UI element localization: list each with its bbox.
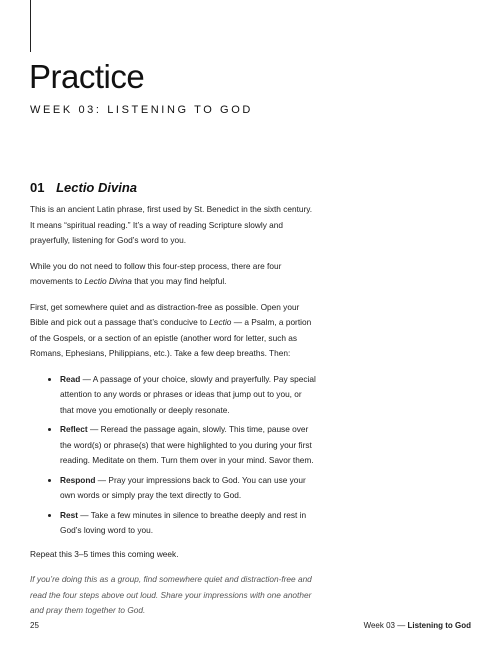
instructions-text-a: First, get somewhere quiet and as distraction-free as possible. Open your Bible and pick out a passage that’s conducive to bbox=[30, 301, 300, 327]
movements-italic: Lectio Divina bbox=[84, 276, 132, 286]
step-text: — A passage of your choice, slowly and prayerfully. Pay special attention to any words or phrases or ideas that jump out to you, or that move you emotionally or deeply resonate. bbox=[60, 373, 316, 415]
section-number: 01 bbox=[30, 180, 45, 195]
movements-paragraph bbox=[30, 259, 316, 290]
repeat-paragraph: Repeat this 3–5 times this coming week. bbox=[30, 548, 179, 559]
footer-week-title: Listening to God bbox=[407, 621, 471, 630]
list-item bbox=[60, 473, 316, 504]
movements-text-b: that you may find helpful. bbox=[131, 276, 227, 286]
page-subtitle: WEEK 03: LISTENING TO GOD bbox=[30, 104, 253, 116]
intro-paragraph: This is an ancient Latin phrase, first used by St. Benedict in the sixth century. It means “spiritual reading.” It’s a way of reading Scripture slowly and prayerfully, listening for God’s word to you. bbox=[30, 204, 313, 245]
list-item bbox=[60, 508, 316, 539]
section-heading bbox=[30, 180, 137, 195]
section-name: Lectio Divina bbox=[56, 180, 138, 195]
movements-text-a: While you do not need to follow this four-step process, there are four movements to bbox=[30, 260, 282, 286]
step-text: — Take a few minutes in silence to breathe deeply and rest in God’s loving word to you. bbox=[60, 509, 307, 535]
running-footer bbox=[364, 621, 471, 630]
instructions-text-b: — a Psalm, a portion of the Gospels, or a section of an epistle (another word for letter, such as Romans, Ephesians, Philippians, etc.). Take a few deep breaths. Then: bbox=[30, 317, 312, 358]
step-text: — Pray your impressions back to God. You can use your own words or simply pray the text directly to God. bbox=[60, 474, 306, 500]
step-text: — Reread the passage again, slowly. This time, pause over the word(s) or phrase(s) that were highlighted to you during your first reading. Meditate on them. Turn them over in your mind. Savor them. bbox=[60, 424, 314, 465]
step-term: Rest bbox=[60, 509, 78, 520]
steps-list bbox=[30, 372, 316, 539]
page-title: Practice bbox=[29, 58, 145, 95]
instructions-paragraph bbox=[30, 300, 316, 362]
list-item bbox=[60, 422, 316, 469]
list-item bbox=[60, 372, 316, 419]
instructions-italic: Lectio bbox=[209, 317, 232, 327]
group-note: If you’re doing this as a group, find somewhere quiet and distraction-free and read the four steps above out loud. Share your impressions with one another and pray them together to God. bbox=[30, 574, 312, 615]
top-vertical-rule bbox=[30, 0, 31, 52]
step-term: Respond bbox=[60, 474, 96, 485]
step-term: Reflect bbox=[60, 424, 88, 434]
body-content bbox=[30, 202, 316, 629]
footer-week-label: Week 03 — bbox=[363, 621, 408, 630]
page-number: 25 bbox=[30, 621, 39, 630]
step-term: Read bbox=[60, 373, 81, 384]
